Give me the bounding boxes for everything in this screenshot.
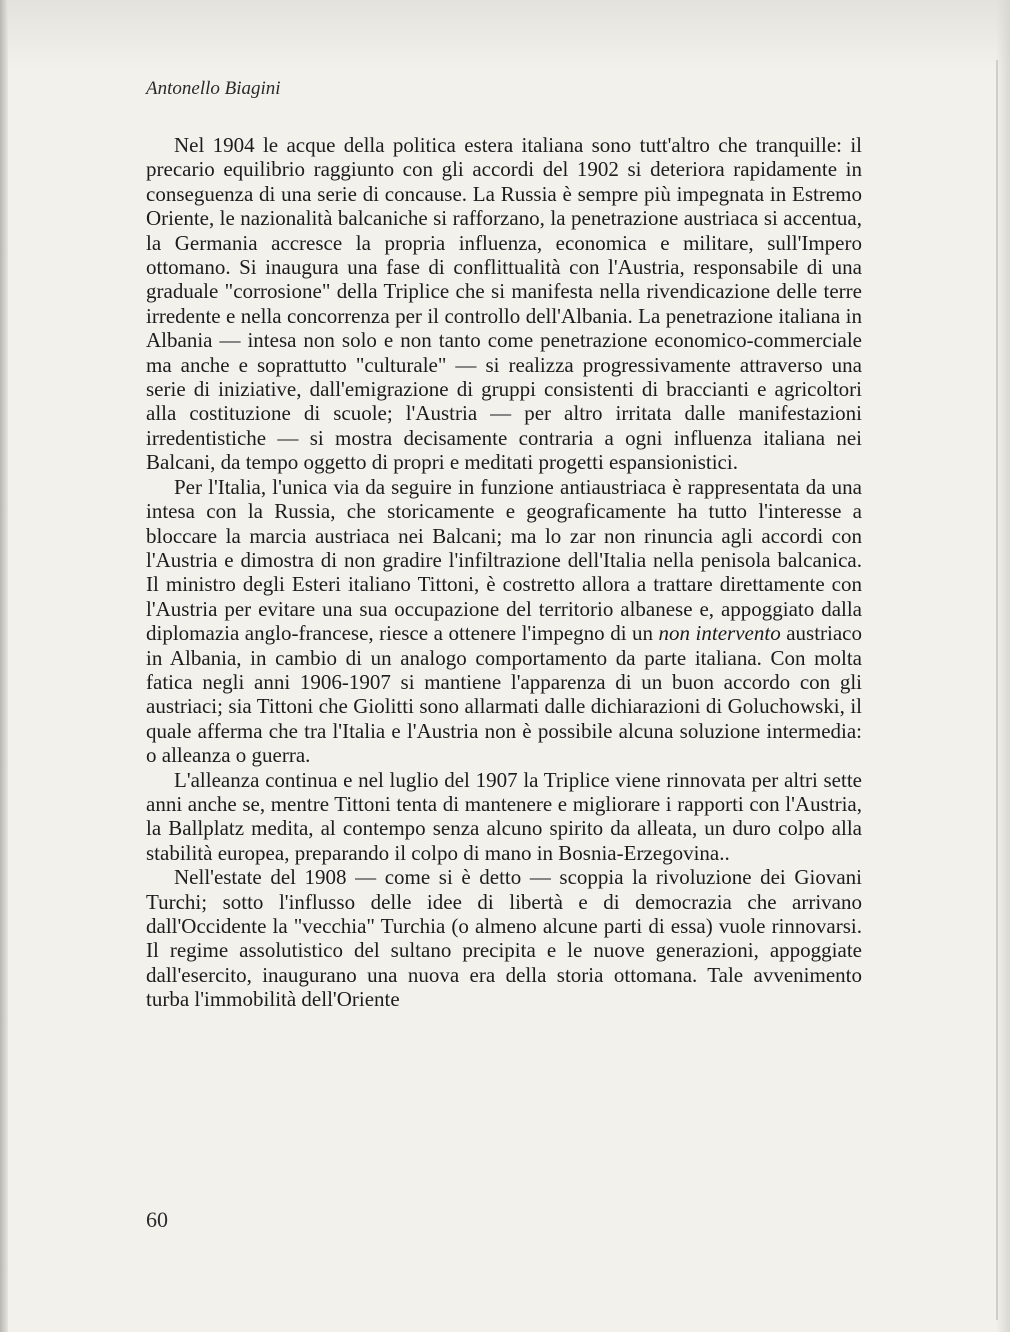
scan-shadow xyxy=(0,0,1010,70)
paragraph-3: L'alleanza continua e nel luglio del 1907 la Triplice viene rinnovata per altri sette anni anche se, mentre Tittoni tenta di mantenere e migliorare i rapporti con l'Austria, la Ballplatz medita, al contempo senza alcuno spirito da alleata, un duro colpo alla stabilità europea, preparando il colpo di mano in Bosnia-Erzegovina.. xyxy=(146,767,862,865)
paragraph-2-part-1: Per l'Italia, l'unica via da seguire in funzione antiaustriaca è rappresentata da una intesa con la Russia, che storicamente e geograficamente ha tutto l'interesse a bloccare la marcia austriaca nei Balcani; ma lo zar non rinuncia agli accordi con l'Austria e dimostra di non gradire l'infiltrazione dell'Italia nella penisola balcanica. Il ministro degli Esteri italiano Tittoni, è costretto allora a trattare direttamente con l'Austria per evitare una sua occupazione del territorio albanese e, appoggiato dalla diplomazia anglo-francese, riesce a ottenere l'impegno di un xyxy=(146,474,862,646)
page-left-edge xyxy=(0,0,8,1332)
paragraph-1: Nel 1904 le acque della politica estera italiana sono tutt'altro che tranquille: il precario equilibrio raggiunto con gli accordi del 1902 si deteriora rapidamente in conseguenza di una serie di concause. La Russia è sempre più impegnata in Estremo Oriente, le nazionalità balcaniche si rafforzano, la penetrazione austriaca si accentua, la Germania accresce la propria influenza, economica e militare, sull'Impero ottomano. Si inaugura una fase di conflittualità con l'Austria, responsabile di una graduale "corrosione" della Triplice che si manifesta nella rivendicazione delle terre irredente e nella concorrenza per il controllo dell'Albania. La penetrazione italiana in Albania — intesa non solo e non tanto come penetrazione economico-commerciale ma anche e soprattutto "culturale" — si realizza progressivamente attraverso una serie di iniziative, dall'emigrazione di gruppi consistenti di braccianti e agricoltori alla costituzione di scuole; l'Austria — per altro irritata dalle manifestazioni irredentistiche — si mostra decisamente contraria a ogni influenza italiana nei Balcani, da tempo oggetto di propri e meditati progetti espansionistici. xyxy=(146,133,862,475)
paragraph-2-part-2: austriaco in Albania, in cambio di un analogo comportamento da parte italiana. Con molta fatica negli anni 1906-1907 si mantiene l'apparenza di un buon accordo con gli austriaci; sia Tittoni che Giolitti sono allarmati dalle dichiarazioni di Goluchowski, il quale afferma che tra l'Italia e l'Austria non è possibile alcuna soluzione intermedia: o alleanza o guerra. xyxy=(146,621,863,768)
paragraph-2 xyxy=(146,475,862,768)
paragraph-2-italic: non intervento xyxy=(658,621,781,646)
page-number: 60 xyxy=(146,1207,168,1232)
paragraph-4: Nell'estate del 1908 — come si è detto — scoppia la rivoluzione dei Giovani Turchi; sotto l'influsso delle idee di libertà e di democrazia che arrivano dall'Occidente la "vecchia" Turchia (o almeno alcune parti di essa) vuole rinnovarsi. Il regime assolutistico del sultano precipita e le nuove generazioni, appoggiate dall'esercito, inaugurano una nuova era della storia ottomana. Tale avvenimento turba l'immobilità dell'Oriente xyxy=(146,865,862,1012)
running-head: Antonello Biagini xyxy=(146,78,281,99)
page-right-edge xyxy=(996,0,1010,1332)
page-binding-line xyxy=(996,60,998,1320)
body-text xyxy=(146,133,862,1012)
